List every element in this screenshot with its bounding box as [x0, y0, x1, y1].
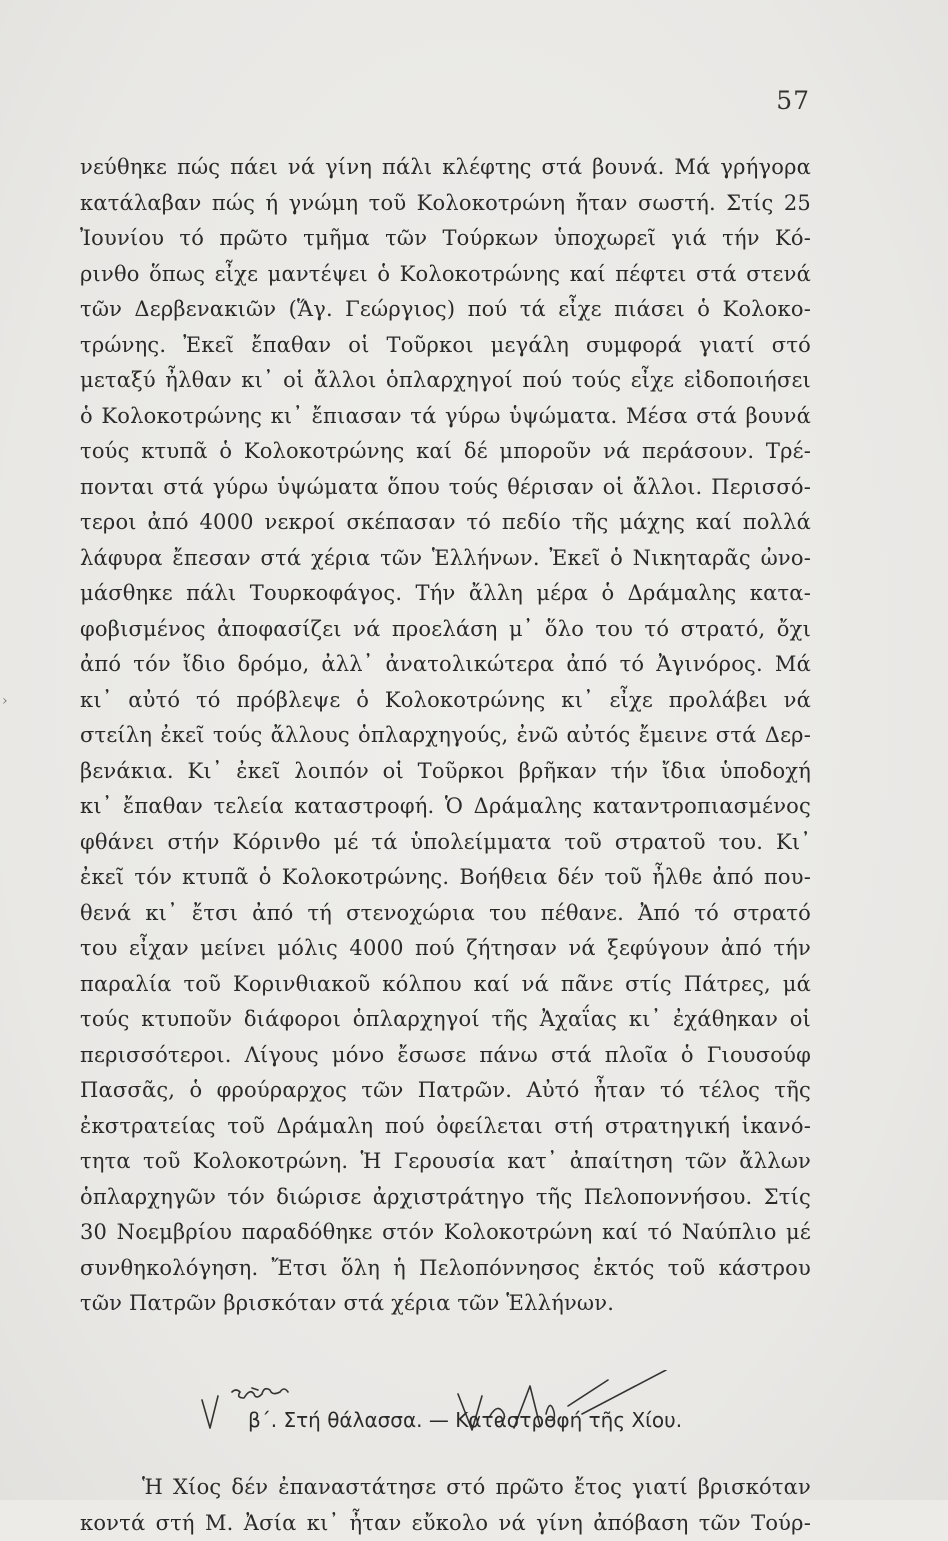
text-line: ὁπλαρχηγῶν τόν διώρισε ἀρχιστράτηγο τῆς Πελοποννήσου. Στίς [80, 1180, 811, 1216]
text-line: τητα τοῦ Κολοκοτρώνη. Ἡ Γερουσία κατ᾿ ἀπαίτηση τῶν ἄλλων [80, 1144, 811, 1180]
section-text [80, 1470, 811, 1541]
text-line: πονται στά γύρω ὑψώματα ὅπου τούς θέρισαν οἱ ἄλλοι. Περισσό- [80, 470, 811, 506]
text-line: θενά κι᾿ ἔτσι ἀπό τή στενοχώρια του πέθανε. Ἀπό τό στρατό [80, 896, 811, 932]
margin-mark: › [2, 693, 8, 709]
text-line: κι᾿ αὐτό τό πρόβλεψε ὁ Κολοκοτρώνης κι᾿ εἶχε προλάβει νά [80, 683, 811, 719]
text-line: κι᾿ ἔπαθαν τελεία καταστροφή. Ὁ Δράμαλης καταντροπιασμένος [80, 789, 811, 825]
text-line: συνθηκολόγηση. Ἔτσι ὅλη ἡ Πελοπόννησος ἐκτός τοῦ κάστρου [80, 1251, 811, 1287]
text-line: περισσότεροι. Λίγους μόνο ἔσωσε πάνω στά πλοῖα ὁ Γιουσούφ [80, 1038, 811, 1074]
text-line: τρώνης. Ἐκεῖ ἔπαθαν οἱ Τοῦρκοι μεγάλη συμφορά γιατί στό [80, 328, 811, 364]
text-line: ρινθο ὅπως εἶχε μαντέψει ὁ Κολοκοτρώνης καί πέφτει στά στενά [80, 257, 811, 293]
body-text [80, 150, 811, 1322]
text-line: τῶν Πατρῶν βρισκόταν στά χέρια τῶν Ἑλλήνων. [80, 1286, 811, 1322]
text-line: μεταξύ ἦλθαν κι᾿ οἱ ἄλλοι ὁπλαρχηγοί πού τούς εἶχε εἰδοποιήσει [80, 363, 811, 399]
text-line: τούς κτυποῦν διάφοροι ὁπλαρχηγοί τῆς Ἀχαΐας κι᾿ ἐχάθηκαν οἱ [80, 1002, 811, 1038]
text-line: στείλη ἐκεῖ τούς ἄλλους ὁπλαρχηγούς, ἐνῶ αὐτός ἔμεινε στά Δερ- [80, 718, 811, 754]
text-line: βενάκια. Κι᾿ ἐκεῖ λοιπόν οἱ Τοῦρκοι βρῆκαν τήν ἴδια ὑποδοχή [80, 754, 811, 790]
text-line: Ἡ Χίος δέν ἐπαναστάτησε στό πρῶτο ἔτος γιατί βρισκόταν [80, 1470, 811, 1506]
text-line: ἐκστρατείας τοῦ Δράμαλη πού ὀφείλεται στή στρατηγική ἱκανό- [80, 1109, 811, 1145]
text-line: Ἰουνίου τό πρῶτο τμῆμα τῶν Τούρκων ὑποχωρεῖ γιά τήν Κό- [80, 221, 811, 257]
text-line: μάσθηκε πάλι Τουρκοφάγος. Τήν ἄλλη μέρα ὁ Δράμαλης κατα- [80, 576, 811, 612]
text-line: φοβισμένος ἀποφασίζει νά προελάση μ᾿ ὅλο του τό στρατό, ὄχι [80, 612, 811, 648]
text-line: κοντά στή Μ. Ἀσία κι᾿ ἦταν εὔκολο νά γίνη ἀπόβαση τῶν Τούρ- [80, 1506, 811, 1541]
text-line: 30 Νοεμβρίου παραδόθηκε στόν Κολοκοτρώνη καί τό Ναύπλιο μέ [80, 1215, 811, 1251]
section-heading: β΄. Στή θάλασσα. — Καταστροφή τῆς Χίου. [248, 1408, 682, 1432]
text-line: τεροι ἀπό 4000 νεκροί σκέπασαν τό πεδίο τῆς μάχης καί πολλά [80, 505, 811, 541]
text-line: φθάνει στήν Κόρινθο μέ τά ὑπολείμματα τοῦ στρατοῦ του. Κι᾿ [80, 825, 811, 861]
text-line: του εἶχαν μείνει μόλις 4000 πού ζήτησαν νά ξεφύγουν ἀπό τήν [80, 931, 811, 967]
page-number: 57 [776, 86, 810, 115]
text-line: κατάλαβαν πώς ή γνώμη τοῦ Κολοκοτρώνη ἤταν σωστή. Στίς 25 [80, 186, 811, 222]
text-line: νεύθηκε πώς πάει νά γίνη πάλι κλέφτης στά βουνά. Μά γρήγορα [80, 150, 811, 186]
text-line: παραλία τοῦ Κορινθιακοῦ κόλπου καί νά πᾶνε στίς Πάτρες, μά [80, 967, 811, 1003]
text-line: ἀπό τόν ἴδιο δρόμο, ἀλλ᾿ ἀνατολικώτερα ἀπό τό Ἀγινόρος. Μά [80, 647, 811, 683]
text-line: τούς κτυπᾶ ὁ Κολοκοτρώνης καί δέ μποροῦν νά περάσουν. Τρέ- [80, 434, 811, 470]
text-line: Πασσᾶς, ὁ φρούραρχος τῶν Πατρῶν. Αὐτό ἦταν τό τέλος τῆς [80, 1073, 811, 1109]
text-line: λάφυρα ἔπεσαν στά χέρια τῶν Ἑλλήνων. Ἐκεῖ ὁ Νικηταρᾶς ὠνο- [80, 541, 811, 577]
text-line: ὁ Κολοκοτρώνης κι᾿ ἔπιασαν τά γύρω ὑψώματα. Μέσα στά βουνά [80, 399, 811, 435]
text-line: ἐκεῖ τόν κτυπᾶ ὁ Κολοκοτρώνης. Βοήθεια δέν τοῦ ἦλθε ἀπό που- [80, 860, 811, 896]
text-line: τῶν Δερβενακιῶν (Ἅγ. Γεώργιος) πού τά εἶχε πιάσει ὁ Κολοκο- [80, 292, 811, 328]
